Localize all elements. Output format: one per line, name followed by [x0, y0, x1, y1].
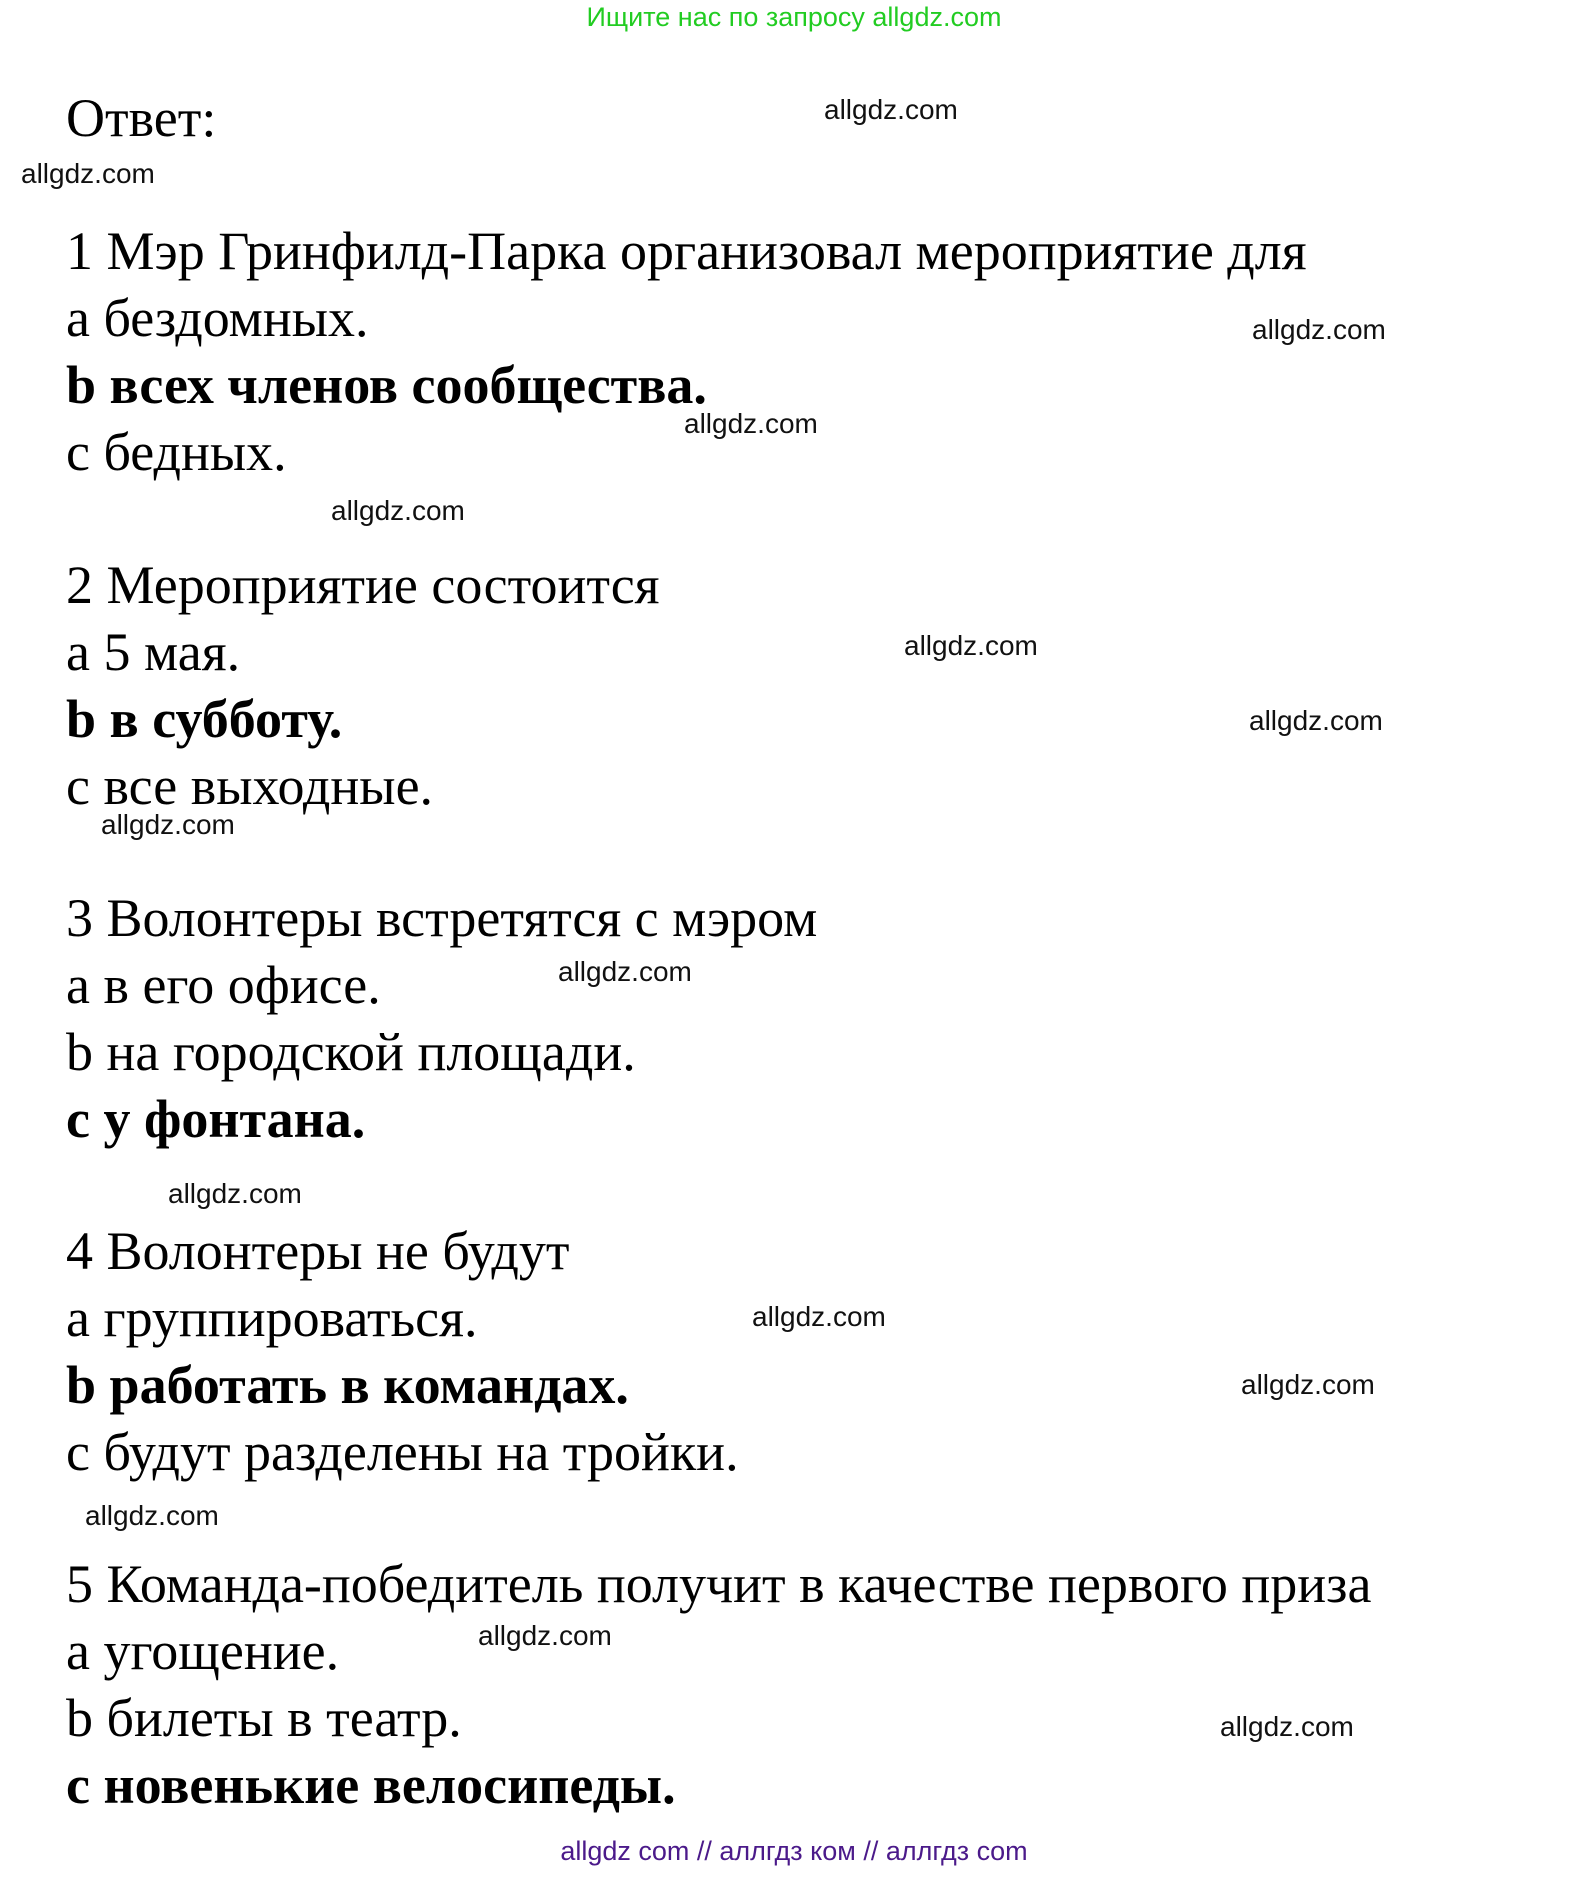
watermark-text: allgdz.com: [1220, 1711, 1354, 1742]
watermark-text: allgdz.com: [331, 495, 465, 526]
watermark-text: allgdz.com: [85, 1500, 219, 1531]
header-banner[interactable]: Ищите нас по запросу allgdz.com: [586, 2, 1002, 32]
watermark-text: allgdz.com: [684, 408, 818, 439]
answer-option-correct: b в субботу.: [66, 689, 343, 749]
watermark-text: allgdz.com: [752, 1301, 886, 1332]
question-text: 3 Волонтеры встретятся с мэром: [66, 888, 818, 948]
answer-option: a бездомных.: [66, 288, 369, 348]
watermark-text: allgdz.com: [478, 1620, 612, 1651]
answer-option-correct: b всех членов сообщества.: [66, 355, 707, 415]
answer-option-correct: c новенькие велосипеды.: [66, 1755, 676, 1815]
watermark-text: allgdz.com: [1252, 314, 1386, 345]
answer-option: a группироваться.: [66, 1288, 478, 1348]
question-text: 5 Команда-победитель получит в качестве первого приза: [66, 1554, 1372, 1614]
question-text: 2 Мероприятие состоится: [66, 555, 660, 615]
footer-banner[interactable]: allgdz com // аллгдз ком // аллгдз com: [560, 1836, 1028, 1866]
watermark-text: allgdz.com: [1249, 705, 1383, 736]
answer-option-correct: c у фонтана.: [66, 1089, 366, 1149]
watermark-text: allgdz.com: [168, 1178, 302, 1209]
watermark-text: allgdz.com: [1241, 1369, 1375, 1400]
answer-option: b на городской площади.: [66, 1022, 636, 1082]
watermark-text: allgdz.com: [558, 956, 692, 987]
question-text: 4 Волонтеры не будут: [66, 1221, 570, 1281]
question-text: 1 Мэр Гринфилд-Парка организовал мероприятие для: [66, 221, 1307, 281]
watermark-text: allgdz.com: [21, 158, 155, 189]
answer-option: b билеты в театр.: [66, 1688, 462, 1748]
answer-option: c будут разделены на тройки.: [66, 1422, 739, 1482]
answer-option-correct: b работать в командах.: [66, 1355, 629, 1415]
watermark-text: allgdz.com: [824, 94, 958, 125]
answer-option: c все выходные.: [66, 756, 434, 816]
watermark-text: allgdz.com: [904, 630, 1038, 661]
answer-option: a 5 мая.: [66, 622, 241, 682]
answer-option: c бедных.: [66, 422, 287, 482]
answer-option: a угощение.: [66, 1621, 340, 1681]
answer-option: a в его офисе.: [66, 955, 381, 1015]
answer-title: Ответ:: [66, 88, 217, 148]
watermark-text: allgdz.com: [101, 809, 235, 840]
